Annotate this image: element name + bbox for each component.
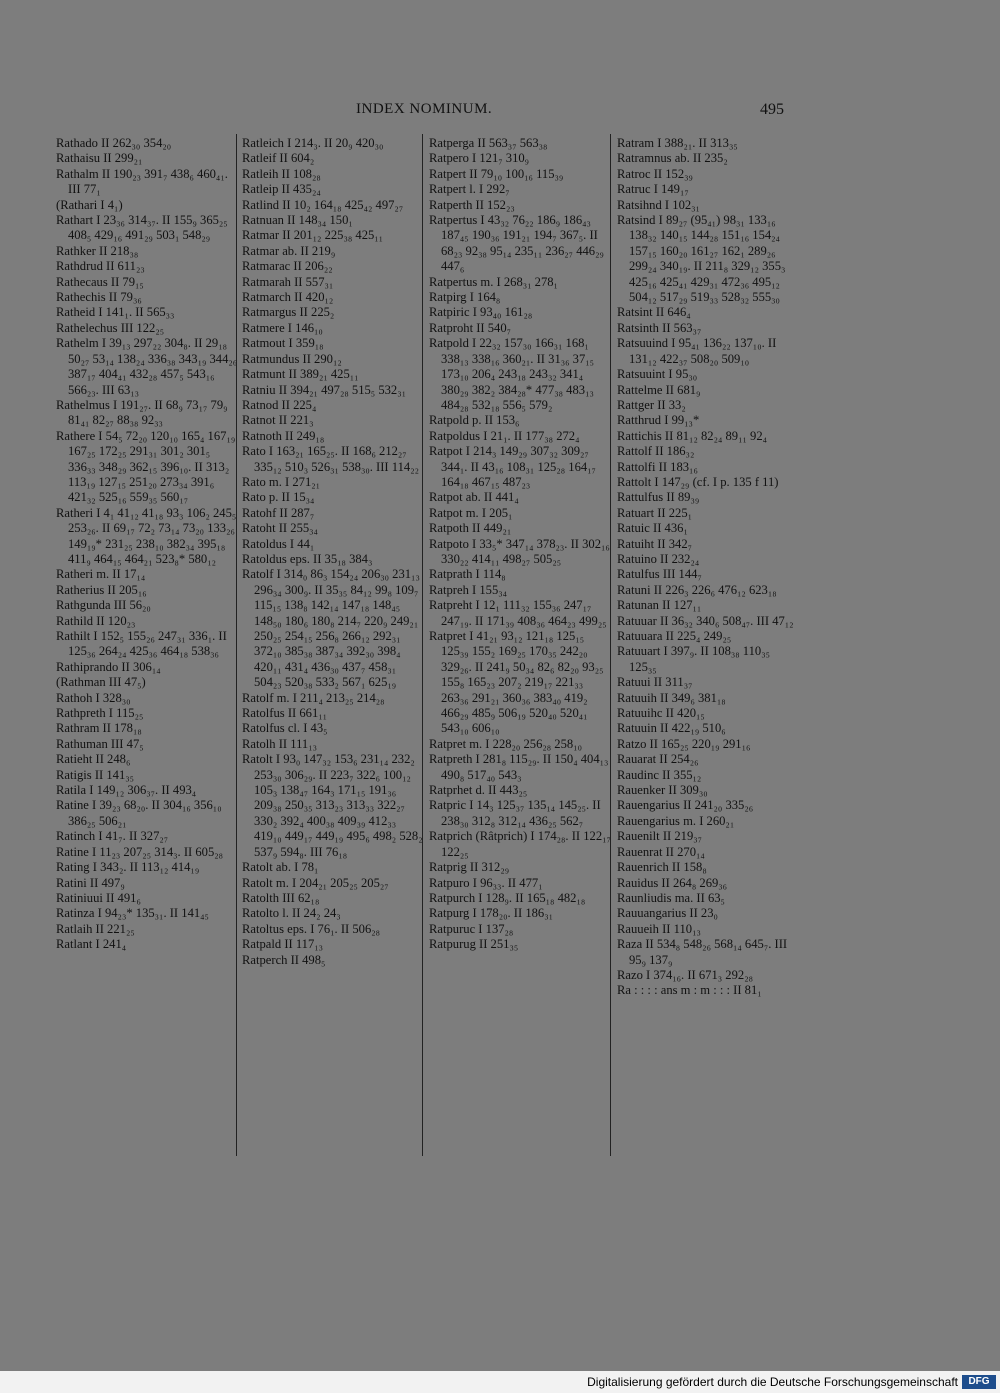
- index-entry: Ratmundus II 290₁₂: [242, 351, 342, 366]
- index-entry: Ratine I 11₂₃ 207₂₅ 314₃. II 605₂₈: [56, 844, 224, 859]
- index-entry: Ratmout I 359₁₈: [242, 336, 324, 351]
- index-entry: Ratmar ab. II 219₉: [242, 243, 336, 258]
- index-entry: Ratpertus m. I 268₃₁ 278₁: [429, 274, 558, 289]
- index-entry: Rathoh I 328₃₀: [56, 690, 131, 705]
- column-divider: [610, 134, 611, 1156]
- index-entry: Ratulfus III 144₇: [617, 567, 702, 582]
- index-entry: Ratolt m. I 204₂₁ 205₂₅ 205₂₇: [242, 875, 389, 890]
- index-entry: Ratpurg I 178₂₀. II 186₃₁: [429, 906, 554, 921]
- index-column-3: [429, 136, 611, 953]
- index-entry: Ratinza I 94₂₃* 135₃₁. II 141₄₅: [56, 906, 209, 921]
- index-entry: Ratsuuind I 95₄₁ 136₂₂ 137₁₀. II 131₁₂ 422₃₇ 508₂₀ 509₁₀: [617, 336, 777, 366]
- index-entry: Ratpreh I 155₃₄: [429, 582, 508, 597]
- footer-credit: Digitalisierung gefördert durch die Deutsche Forschungsgemeinschaft: [587, 1375, 958, 1389]
- index-entry: Ratpot m. I 205₁: [429, 505, 513, 520]
- index-entry: Ratuiht II 342₇: [617, 536, 693, 551]
- index-entry: Rathere I 54₅ 72₂₀ 120₁₀ 165₄ 167₁₉ 167₂₅ 172₂₅ 291₃₁ 301₂ 301₅ 336₃₃ 348₂₉ 362₁₅ 396₁₀. II 313₂ 113₁₉ 127₁₅ 251₂₀ 273₃₄ 391₆ 421₃₂ 525₁₆ 559₃₅ 560₁₇: [56, 428, 236, 505]
- index-entry: Rathecaus II 79₁₅: [56, 274, 144, 289]
- index-entry: Ratine I 39₂₃ 68₂₀. II 304₁₆ 356₁₀ 386₂₅ 506₂₁: [56, 798, 222, 828]
- index-entry: Ratperga II 563₃₇ 563₃₈: [429, 136, 548, 150]
- index-entry: Rato p. II 15₃₄: [242, 490, 315, 505]
- index-entry: Ratpot ab. II 441₄: [429, 490, 519, 505]
- index-entry: Ratleih II 108₂₈: [242, 166, 321, 181]
- index-entry: Ratpold I 22₃₂ 157₃₀ 166₃₁ 168₁ 338₁₃ 338₁₆ 360₂₁. II 31₃₆ 37₁₅ 173₁₀ 206₄ 243₁₈ 243₃₂ 341₄ 380₂₉ 382₂ 384₂₈* 477₃₈ 483₁₃ 484₂₈ 532₁₈ 556₅ 579₂: [429, 336, 595, 412]
- index-entry: Rathaisu II 299₂₁: [56, 151, 143, 166]
- index-entry: Ratprich (Râtprich) I 174₂₈. II 122₁₇ 122₂₅: [429, 829, 611, 859]
- index-entry: Ratpuruc I 137₂₈: [429, 921, 514, 936]
- index-entry: Ratheri m. II 17₁₄: [56, 567, 146, 582]
- index-entry: Ratruc I 149₁₇: [617, 182, 689, 197]
- index-entry: Rauengarius m. I 260₂₁: [617, 813, 735, 828]
- index-entry: Ratperth II 152₂₃: [429, 197, 515, 212]
- index-entry: Rathart I 23₃₆ 314₃₇. II 155₉ 365₂₅ 408₅ 429₁₆ 491₂₉ 503₁ 548₂₉: [56, 213, 228, 243]
- index-entry: Rato I 163₂₁ 165₂₅. II 168₆ 212₂₇ 335₁₂ 510₃ 526₃₁ 538₃₀. III 114₂₂: [242, 444, 419, 474]
- index-entry: Rathilt I 152₅ 155₂₆ 247₃₁ 336₁. II 125₃₆ 264₂₄ 425₃₆ 464₁₈ 538₃₆: [56, 629, 227, 659]
- index-entry: Ratproht II 540₇: [429, 320, 512, 335]
- index-entry: Ratuuart I 397₉. II 108₃₈ 110₃₅ 125₃₅: [617, 644, 770, 674]
- index-entry: Ratuuihc II 420₁₅: [617, 706, 705, 721]
- index-entry: Rauenrich II 158₈: [617, 860, 707, 875]
- index-entry: Ratpuro I 96₃₃. II 477₁: [429, 875, 543, 890]
- index-entry: Ratoldus eps. II 35₁₈ 384₃: [242, 551, 373, 566]
- index-entry: Ratpoto I 33₅* 347₁₄ 378₂₃. II 302₁₆ 330₂₂ 414₁₁ 498₂₇ 505₂₅: [429, 536, 610, 566]
- index-column-2: [242, 136, 424, 968]
- index-entry: Rauenker II 309₃₀: [617, 783, 708, 798]
- page-header: [0, 101, 1000, 125]
- index-entry: Rauueih II 110₁₃: [617, 921, 701, 936]
- index-entry: Ratprath I 114₈: [429, 567, 506, 582]
- index-entry: Rauuangarius II 23₀: [617, 906, 718, 921]
- index-entry: Ratherius II 205₁₆: [56, 582, 147, 597]
- index-entry: Ratohf II 287₇: [242, 505, 315, 520]
- index-entry: Ratsind I 89₂₇ (95₄₁) 98₃₁ 133₁₆ 138₃₂ 140₁₅ 144₂₈ 151₁₆ 154₂₄ 157₁₅ 160₂₀ 161₂₇ 162₁ 289₂₆ 299₂₄ 340₁₉. II 211₈ 329₁₂ 355₃ 425₁₆ 425₄₁ 429₃₁ 472₃₆ 495₁₂ 504₁₂ 517₂₉ 519₃₃ 528₃₂ 555₃₀: [617, 213, 786, 305]
- index-entry: Ratnod II 225₄: [242, 397, 317, 412]
- index-entry: Ratthrud I 99₁₃*: [617, 413, 700, 428]
- index-entry: Ratuart II 225₁: [617, 505, 693, 520]
- index-entry: Ratmar II 201₁₂ 225₃₈ 425₁₁: [242, 228, 384, 243]
- index-entry: Rauarat II 254₂₆: [617, 752, 699, 767]
- index-entry: Ratsinth II 563₃₇: [617, 320, 702, 335]
- index-entry: Ratmarch II 420₁₂: [242, 290, 334, 305]
- index-entry: Rathram II 178₁₈: [56, 721, 142, 736]
- footer-bar: [0, 1371, 1000, 1393]
- index-entry: Ratuuih II 349₆ 381₁₈: [617, 690, 726, 705]
- index-entry: Ratuuin II 422₁₉ 510₆: [617, 721, 726, 736]
- index-entry: Ratpertus I 43₃₂ 76₂₂ 186₉ 186₄₃ 187₄₅ 190₃₆ 191₂₁ 194₇ 367₅. II 68₂₃ 92₃₈ 95₁₄ 235₁₁ 236₂₇ 446₂₉ 447₆: [429, 213, 604, 274]
- index-entry: Ratieht II 248₆: [56, 752, 131, 767]
- index-entry: Ratsuuint I 95₃₀: [617, 367, 698, 382]
- index-entry: Ratinch I 41₇. II 327₂₇: [56, 829, 169, 844]
- index-entry: Ratzo II 165₂₅ 220₁₉ 291₁₆: [617, 736, 751, 751]
- index-entry: Rathker II 218₃₈: [56, 243, 139, 258]
- index-entry: Ratolh II 111₁₃: [242, 736, 318, 751]
- index-entry: Ratroc II 152₃₉: [617, 166, 693, 181]
- index-entry: Ratpurug II 251₃₅: [429, 937, 519, 952]
- index-entry: Ra : : : : ans m : m : : : II 81₁: [617, 983, 762, 998]
- index-entry: Rathpreth I 115₂₅: [56, 706, 144, 721]
- index-entry: Ratila I 149₁₂ 306₃₇. II 493₄: [56, 783, 197, 798]
- index-entry: Ratunan II 127₁₁: [617, 598, 702, 613]
- index-entry: Ratsihnd I 102₃₁: [617, 197, 700, 212]
- page-number: 495: [760, 101, 784, 118]
- index-entry: Ratoht II 255₃₄: [242, 521, 318, 536]
- index-entry: Ratolt ab. I 78₁: [242, 860, 319, 875]
- index-entry: Rathild II 120₂₃: [56, 613, 136, 628]
- index-entry: Ratniu II 394₂₁ 497₂₈ 515₅ 532₃₁: [242, 382, 407, 397]
- index-entry: Ratpreth I 281₈ 115₂₉. II 150₄ 404₁₃ 490₈ 517₄₀ 543₃: [429, 752, 609, 782]
- index-entry: Ratpiric I 93₄₀ 161₂₈: [429, 305, 533, 320]
- dfg-logo: DFG: [962, 1375, 996, 1389]
- index-entry: Ratpreht I 12₁ 111₃₂ 155₃₆ 247₁₇ 247₁₉. II 171₃₉ 408₃₆ 464₂₃ 499₂₅: [429, 598, 607, 628]
- index-entry: Ratperch II 498₅: [242, 952, 326, 967]
- index-entry: Rathgunda III 56₂₀: [56, 598, 151, 613]
- index-entry: Ratuuara II 225₄ 249₂₅: [617, 629, 732, 643]
- index-entry: Ratpirg I 164₈: [429, 290, 501, 305]
- index-entry: Ratolt I 93₀ 147₃₂ 153₆ 231₁₄ 232₂ 253₃₀ 306₂₉. II 223₇ 322₆ 100₁₂ 105₃ 138₄₇ 164₃ 171₁₅ 191₃₆ 209₃₈ 250₃₅ 313₂₃ 313₃₃ 322₂₇ 330₂ 392₄ 400₃₈ 409₃₉ 412₃₃ 419₁₀ 449₁₇ 449₁₉ 495₆ 498₂ 528₂ 537₉ 594₈. III 76₁₈: [242, 752, 423, 859]
- index-entry: Rathalm II 190₂₃ 391₇ 438₆ 460₄₁. III 77₁: [56, 166, 228, 197]
- index-entry: Ratpoth II 449₂₁: [429, 521, 512, 536]
- index-entry: Rathelmus I 191₂₇. II 68₉ 73₁₇ 79₉ 81₄₁ 82₂₇ 88₃₈ 92₃₃: [56, 397, 228, 428]
- index-entry: Ratuic II 436₁: [617, 521, 688, 536]
- index-entry: Ratiniuui II 491₆: [56, 890, 141, 905]
- index-entry: Rauenrat II 270₁₄: [617, 844, 705, 859]
- index-entry: Ratheri I 4₁ 41₁₂ 41₁₈ 93₃ 106₂ 245₅ 253₂₆. II 69₁₇ 72₂ 73₁₄ 73₂₀ 133₂₆ 149₁₉* 231₂₅ 238₁₀ 382₃₄ 395₁₈ 411₉ 464₁₅ 464₂₁ 523₈* 580₁₂: [56, 505, 237, 566]
- index-entry: Rattger II 33₂: [617, 397, 686, 412]
- index-entry: Ratpot I 214₃ 149₂₉ 307₃₂ 309₂₇ 344₁. II 43₁₆ 108₃₁ 125₂₈ 164₁₇ 164₁₈ 467₁₅ 487₂₃: [429, 444, 596, 489]
- index-entry: Ratpert II 79₁₀ 100₁₆ 115₃₉: [429, 166, 564, 181]
- index-entry: Ratuui II 311₃₇: [617, 675, 693, 690]
- index-entry: Ratnoth II 249₁₈: [242, 428, 325, 443]
- index-column-1: [56, 136, 238, 953]
- index-entry: Ratoldus I 44₁: [242, 536, 315, 551]
- index-entry: Ratpero I 121₇ 310₉: [429, 151, 530, 166]
- index-entry: Ratigis II 141₃₅: [56, 767, 135, 782]
- index-entry: Ratnot II 221₃: [242, 413, 314, 428]
- page-title: INDEX NOMINUM.: [356, 101, 493, 117]
- index-entry: Ratramnus ab. II 235₂: [617, 151, 728, 166]
- index-entry: Ratnuan II 148₃₄ 150₁: [242, 213, 353, 228]
- index-entry: Ratheid I 141₁. II 565₃₃: [56, 305, 175, 320]
- index-entry: Ratmarac II 206₂₂: [242, 259, 333, 274]
- index-entry: Ratuni II 226₃ 226₆ 476₁₂ 623₁₈: [617, 582, 777, 597]
- index-entry: Ratmarah II 557₃₁: [242, 274, 334, 289]
- index-entry: Ratolfus II 661₁₁: [242, 706, 328, 721]
- index-entry: Ratsint II 646₄: [617, 305, 691, 320]
- index-entry: Rattolf II 186₃₂: [617, 444, 695, 459]
- index-entry: Ratleif II 604₂: [242, 151, 315, 166]
- index-entry: Rathelm I 39₁₃ 297₂₂ 304₈. II 29₁₈ 50₂₇ 53₁₄ 138₂₄ 336₃₈ 343₁₉ 344₂₆ 387₁₇ 404₄₁ 432₂₈ 457₅ 543₁₆ 566₂₃. III 63₁₃: [56, 336, 238, 397]
- index-entry: Raza II 534₈ 548₂₆ 568₁₄ 645₇. III 95₉ 137₉: [617, 937, 788, 967]
- index-entry: Ratlind II 10₂ 164₁₈ 425₄₂ 497₂₇: [242, 197, 404, 212]
- index-entry: (Rathman III 47₅): [56, 675, 146, 690]
- index-entry: Ratpert l. I 292₇: [429, 182, 510, 197]
- index-entry: Rathuman III 47₅: [56, 736, 144, 751]
- index-entry: Ratpald II 117₁₃: [242, 937, 324, 952]
- index-entry: Ratmunt II 389₂₁ 425₁₁: [242, 367, 359, 382]
- index-entry: Ratolf I 314₀ 86₃ 154₂₄ 206₃₀ 231₁₃ 296₃₄ 300₉. II 35₃₅ 84₁₂ 99₈ 109₇ 115₁₅ 138₈ 142₁₄ 147₁₈ 148₄₅ 148₅₀ 180₆ 180₈ 214₇ 220₉ 249₂₁ 250₂₅ 254₁₅ 256₈ 266₁₂ 292₃₁ 372₁₀ 385₃₈ 387₃₄ 392₃₀ 398₄ 420₁₁ 431₄ 436₃₀ 437₇ 458₃₁ 504₂₃ 520₃₈ 533₂ 567₁ 625₁₉: [242, 567, 420, 690]
- index-entry: Rattolfi II 183₁₆: [617, 459, 698, 474]
- index-entry: Ratpold p. II 153₆: [429, 413, 520, 428]
- index-entry: Rattolt I 147₂₉ (cf. I p. 135 f 11): [617, 474, 779, 489]
- index-entry: (Rathari I 4₁): [56, 197, 123, 212]
- index-entry: Raunliudis ma. II 63₅: [617, 890, 725, 905]
- index-entry: Ratprig II 312₂₉: [429, 860, 510, 875]
- index-column-4: [617, 136, 799, 999]
- index-entry: Ratpoldus I 21₁. II 177₃₈ 272₄: [429, 428, 580, 443]
- index-entry: Ratolto l. II 24₂ 24₃: [242, 906, 341, 921]
- index-entry: Ratleich I 214₃. II 20₉ 420₃₀: [242, 136, 384, 150]
- index-entry: Rauenilt II 219₃₇: [617, 829, 703, 844]
- index-entry: Ratolf m. I 211₄ 213₂₅ 214₂₈: [242, 690, 385, 705]
- index-entry: Ratlaih II 221₂₅: [56, 921, 135, 936]
- index-entry: Ratuino II 232₂₄: [617, 551, 700, 566]
- index-entry: Ratram I 388₂₁. II 313₃₅: [617, 136, 738, 150]
- index-entry: Ratpret m. I 228₂₀ 256₂₈ 258₁₀: [429, 736, 582, 751]
- index-entry: Rathado II 262₃₀ 354₂₀: [56, 136, 172, 150]
- index-entry: Rating I 343₂. II 113₁₂ 414₁₉: [56, 860, 200, 875]
- index-entry: Ratoltus eps. I 76₁. II 506₂₈: [242, 921, 381, 936]
- index-entry: Rathiprando II 306₁₄: [56, 659, 161, 674]
- index-entry: Ratuuar II 36₃₂ 340₆ 508₄₇. III 47₁₂: [617, 613, 794, 628]
- index-entry: Ratmargus II 225₂: [242, 305, 335, 320]
- index-entry: Rauengarius II 241₂₀ 335₂₆: [617, 798, 754, 813]
- index-entry: Ratini II 497₉: [56, 875, 125, 890]
- column-divider: [236, 134, 237, 1156]
- index-entry: Raudinc II 355₁₂: [617, 767, 702, 782]
- index-entry: Rattelme II 681₉: [617, 382, 701, 397]
- index-entry: Rattichis II 81₁₂ 82₂₄ 89₁₁ 92₄: [617, 428, 768, 443]
- index-entry: Ratpret I 41₂₁ 93₁₂ 121₁₈ 125₁₅ 125₃₉ 155₂ 169₂₅ 170₃₅ 242₂₀ 329₂₆. II 241₉ 50₃₄ 82₆ 82₂₀ 93₂₅ 155₈ 165₂₃ 207₂ 219₁₇ 221₃₃ 263₃₆ 291₂₁ 360₃₆ 383₄₀ 419₂ 466₂₉ 485₉ 506₁₉ 520₄₀ 520₄₁ 543₁₀ 606₁₀: [429, 629, 604, 736]
- index-entry: Ratpurch I 128₉. II 165₁₈ 482₁₈: [429, 890, 586, 905]
- index-entry: Razo I 374₁₆. II 671₃ 292₂₈: [617, 967, 753, 982]
- index-entry: Ratprhet d. II 443₂₅: [429, 783, 528, 798]
- index-entry: Ratolfus cl. I 43₅: [242, 721, 328, 736]
- index-entry: Ratleip II 435₂₄: [242, 182, 321, 197]
- index-entry: Rauidus II 264₈ 269₃₆: [617, 875, 728, 890]
- index-entry: Rattulfus II 89₃₉: [617, 490, 700, 505]
- index-entry: Rathelechus III 122₂₅: [56, 320, 165, 335]
- index-entry: Ratolth III 62₁₈: [242, 890, 320, 905]
- column-divider: [422, 134, 423, 1156]
- index-entry: Rathdrud II 611₂₃: [56, 259, 145, 274]
- index-entry: Ratlant I 241₄: [56, 937, 127, 952]
- index-entry: Rathechis II 79₃₆: [56, 290, 142, 305]
- index-entry: Ratmere I 146₁₀: [242, 320, 323, 335]
- index-entry: Rato m. I 271₂₁: [242, 474, 321, 489]
- index-entry: Ratpric I 14₃ 125₃₇ 135₁₄ 145₂₅. II 238₃₀ 312₈ 312₁₄ 436₂₅ 562₇: [429, 798, 601, 828]
